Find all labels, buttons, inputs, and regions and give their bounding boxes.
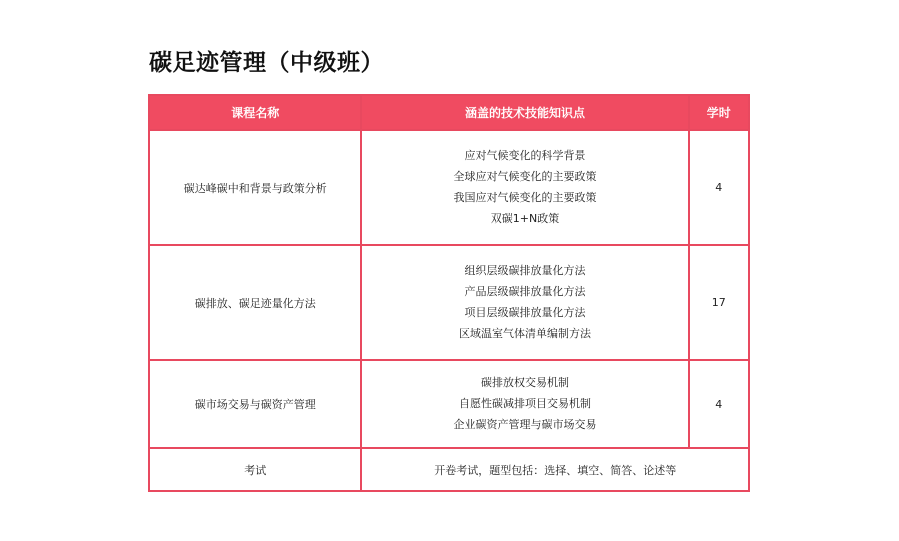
- table-row: [149, 130, 749, 245]
- course-hours: 4: [715, 181, 723, 194]
- topics-cell: [361, 130, 688, 245]
- exam-name: 考试: [244, 463, 267, 477]
- course-hours: 17: [711, 296, 726, 309]
- table-row: [149, 245, 749, 360]
- course-name: 碳排放、碳足迹量化方法: [194, 296, 316, 310]
- exam-description: 开卷考试，题型包括：选择、填空、简答、论述等: [434, 463, 677, 477]
- topics-cell: [361, 360, 688, 448]
- topic-item: 自愿性碳减排项目交易机制: [458, 397, 591, 410]
- course-name: 碳达峰碳中和背景与政策分析: [183, 181, 327, 195]
- header-skills: 涵盖的技术技能知识点: [361, 95, 688, 130]
- topic-item: 产品层级碳排放量化方法: [464, 285, 586, 298]
- topic-item: 区域温室气体清单编制方法: [458, 327, 591, 340]
- topic-list: [362, 376, 687, 432]
- course-table: [148, 94, 750, 492]
- header-course-name: 课程名称: [149, 95, 361, 130]
- exam-row: [149, 448, 749, 491]
- table-header-row: [149, 95, 749, 130]
- hours-cell: [689, 245, 749, 360]
- course-name: 碳市场交易与碳资产管理: [194, 398, 316, 411]
- topic-item: 全球应对气候变化的主要政策: [453, 170, 597, 183]
- topic-item: 企业碳资产管理与碳市场交易: [453, 418, 597, 431]
- course-name-cell: [149, 245, 361, 360]
- course-hours: 4: [715, 397, 723, 411]
- hours-cell: [689, 360, 749, 448]
- topics-cell: [361, 245, 688, 360]
- course-name-cell: [149, 130, 361, 245]
- page-title: 碳足迹管理（中级班）: [149, 50, 384, 76]
- exam-description-cell: [361, 448, 749, 491]
- topic-item: 我国应对气候变化的主要政策: [453, 191, 597, 204]
- topic-item: 项目层级碳排放量化方法: [464, 306, 586, 319]
- course-name-cell: [149, 360, 361, 448]
- topic-list: [362, 264, 687, 341]
- topic-item: 应对气候变化的科学背景: [464, 149, 586, 162]
- topic-list: [362, 149, 687, 226]
- exam-name-cell: [149, 448, 361, 491]
- topic-item: 组织层级碳排放量化方法: [464, 264, 586, 277]
- table-row: [149, 360, 749, 448]
- hours-cell: [689, 130, 749, 245]
- topic-item: 双碳1+N政策: [490, 212, 560, 225]
- header-hours: 学时: [689, 95, 749, 130]
- topic-item: 碳排放权交易机制: [480, 376, 569, 389]
